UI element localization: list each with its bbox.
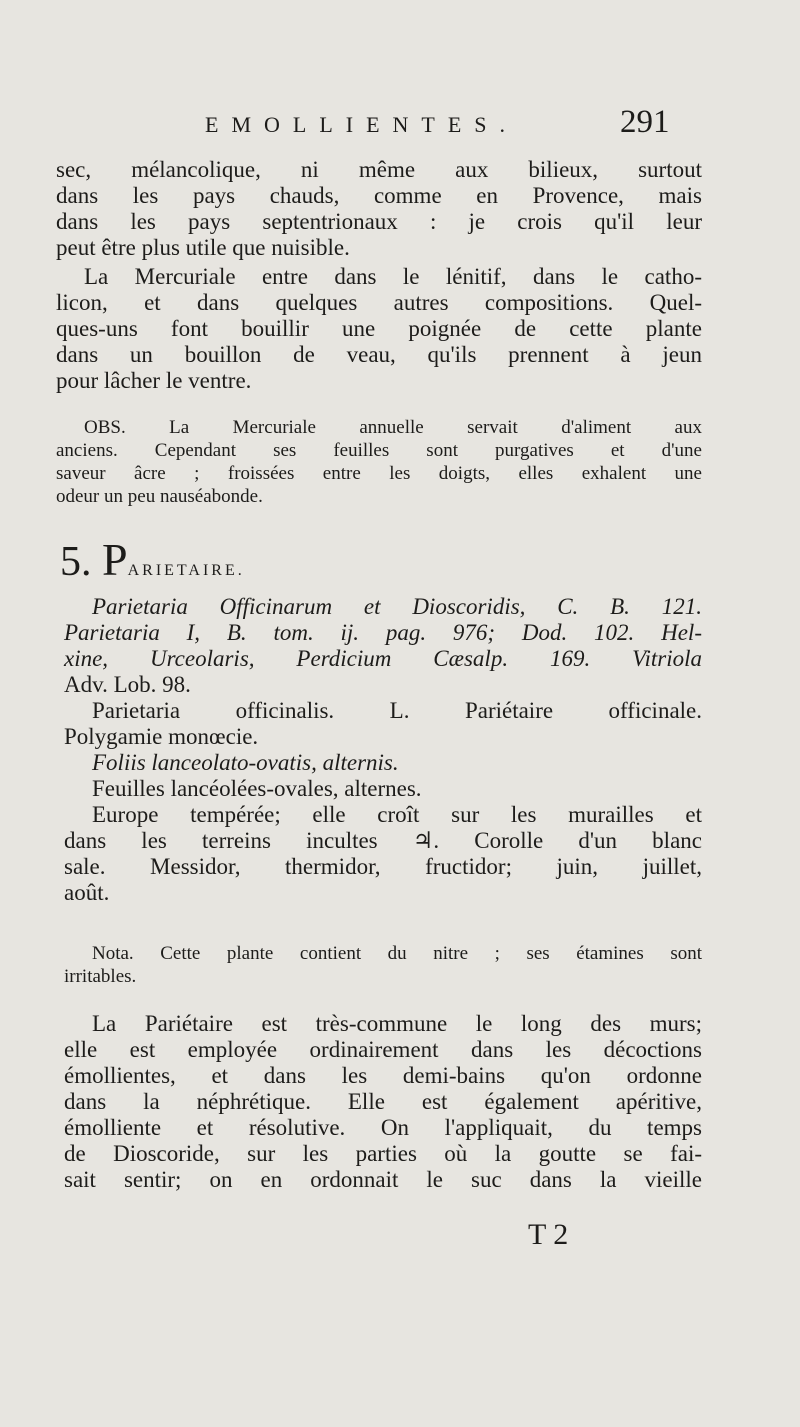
observation-note bbox=[56, 416, 702, 508]
section-initial: P bbox=[102, 534, 128, 585]
text-line: Nota. Cette plante contient du nitre ; ses étamines sont bbox=[92, 943, 702, 964]
text-line: dans la néphrétique. Elle est également apéritive, bbox=[64, 1089, 702, 1114]
text-line: peut être plus utile que nuisible. bbox=[56, 235, 350, 260]
text-line: émollientes, et dans les demi-bains qu'on ordonne bbox=[64, 1063, 702, 1088]
text-line: anciens. Cependant ses feuilles sont purgatives et d'une bbox=[56, 440, 702, 461]
nota-note bbox=[64, 942, 702, 988]
signature-mark: T 2 bbox=[528, 1218, 569, 1251]
section-number: 5. bbox=[60, 539, 92, 585]
text-line: odeur un peu nauséabonde. bbox=[56, 486, 263, 507]
text-line: licon, et dans quelques autres compositions. Quel- bbox=[56, 290, 702, 315]
section-title-rest: ARIETAIRE. bbox=[127, 562, 245, 579]
text-line: Parietaria officinalis. L. Pariétaire officinale. bbox=[92, 698, 702, 723]
text-line: Parietaria I, B. tom. ij. pag. 976; Dod. 102. Hel- bbox=[64, 620, 702, 645]
text-line: sec, mélancolique, ni même aux bilieux, surtout bbox=[56, 157, 702, 182]
text-line: OBS. La Mercuriale annuelle servait d'aliment aux bbox=[84, 417, 702, 438]
text-line: ques-uns font bouillir une poignée de cette plante bbox=[56, 316, 702, 341]
text-line: saveur âcre ; froissées entre les doigts, elles exhalent une bbox=[56, 463, 702, 484]
section-heading bbox=[60, 534, 245, 594]
text-line: dans les pays chauds, comme en Provence, mais bbox=[56, 183, 702, 208]
text-line: irritables. bbox=[64, 966, 137, 987]
paragraph-1 bbox=[56, 157, 702, 261]
page-header bbox=[0, 104, 800, 154]
text-line: Parietaria Officinarum et Dioscoridis, C. B. 121. bbox=[92, 594, 702, 619]
text-line: dans les terreins incultes ♃. Corolle d'un blanc bbox=[64, 828, 702, 853]
text-line: août. bbox=[64, 880, 110, 905]
text-line: La Pariétaire est très-commune le long des murs; bbox=[92, 1011, 702, 1036]
text-line: sait sentir; on en ordonnait le suc dans la vieille bbox=[64, 1167, 702, 1192]
paragraph-3 bbox=[64, 1011, 702, 1193]
text-line: Polygamie monœcie. bbox=[64, 724, 259, 749]
text-line: xine, Urceolaris, Perdicium Cæsalp. 169. Vitriola bbox=[64, 646, 702, 671]
text-line: de Dioscoride, sur les parties où la goutte se fai- bbox=[64, 1141, 702, 1166]
page-number: 291 bbox=[620, 104, 670, 140]
running-title: EMOLLIENTES. bbox=[205, 112, 519, 137]
text-line: émolliente et résolutive. On l'appliquait, du temps bbox=[64, 1115, 702, 1140]
text-line: elle est employée ordinairement dans les décoctions bbox=[64, 1037, 702, 1062]
synonymy-block bbox=[64, 594, 702, 906]
text-line: Foliis lanceolato-ovatis, alternis. bbox=[92, 750, 399, 775]
text-line: Europe tempérée; elle croît sur les murailles et bbox=[92, 802, 702, 827]
text-line: dans un bouillon de veau, qu'ils prennent à jeun bbox=[56, 342, 702, 367]
text-line: dans les pays septentrionaux : je crois qu'il leur bbox=[56, 209, 702, 234]
text-line: La Mercuriale entre dans le lénitif, dans le catho- bbox=[84, 264, 702, 289]
text-line: Feuilles lancéolées-ovales, alternes. bbox=[92, 776, 422, 801]
paragraph-2 bbox=[56, 264, 702, 394]
text-line: Adv. Lob. 98. bbox=[64, 672, 191, 697]
text-line: pour lâcher le ventre. bbox=[56, 368, 252, 393]
text-line: sale. Messidor, thermidor, fructidor; juin, juillet, bbox=[64, 854, 702, 879]
